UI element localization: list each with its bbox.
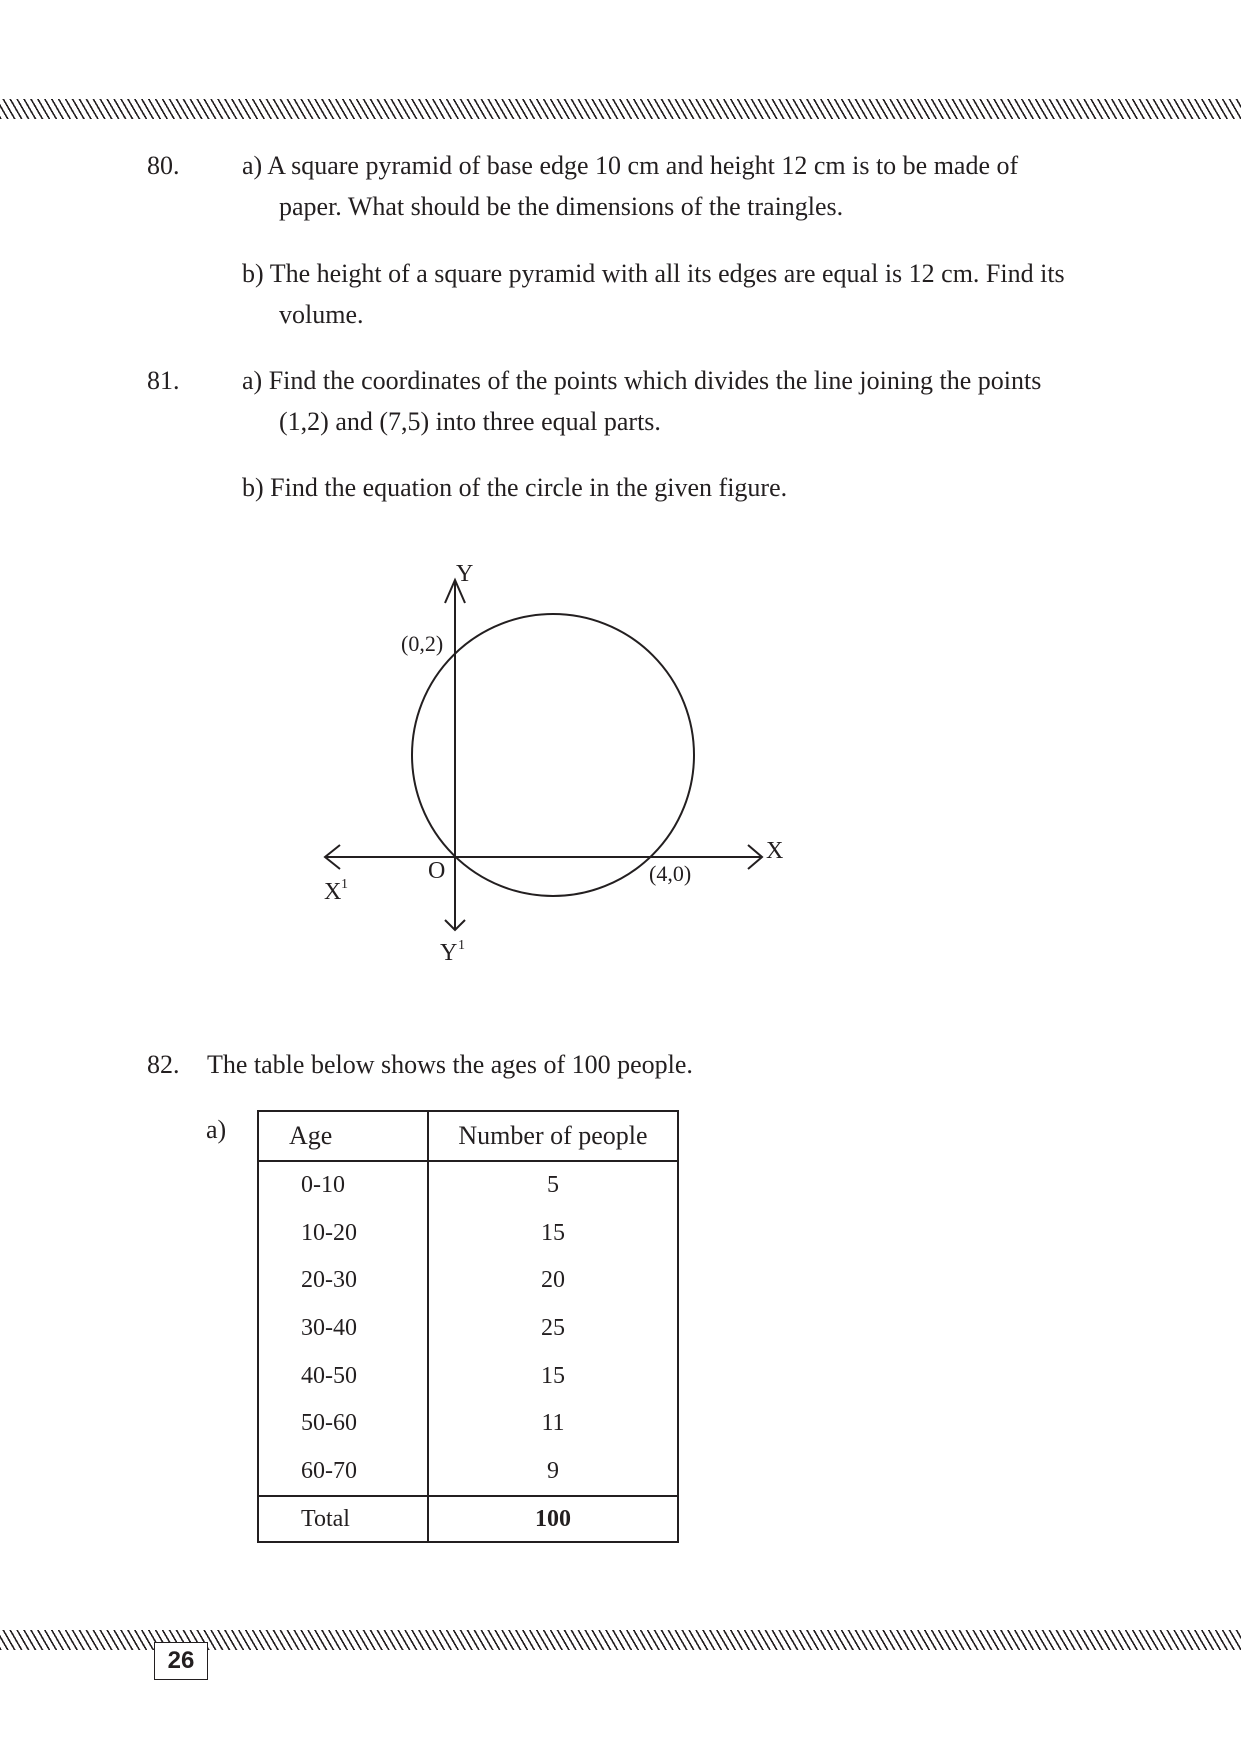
count-cell: 15 [541,1362,565,1389]
age-table [257,1110,679,1543]
count-cell: 5 [547,1172,559,1199]
total-label: Total [258,1496,428,1542]
label-point-0-2: (0,2) [401,631,444,656]
question-80b-line1: b) The height of a square pyramid with all its edges are equal is 12 cm. Find its [242,259,1065,288]
table-header-row [258,1111,678,1161]
header-age: Age [258,1111,428,1161]
question-80-number: 80. [147,151,180,180]
age-cell: 60-70 [258,1448,428,1497]
age-cell: 0-10 [258,1161,428,1210]
question-82a-label: a) [206,1115,227,1144]
age-cell: 10-20 [258,1210,428,1258]
age-cell: 20-30 [258,1257,428,1305]
table-row [258,1210,678,1258]
label-x: X [766,838,784,864]
table-total-row [258,1496,678,1542]
header-number-of-people: Number of people [428,1111,678,1161]
age-cell: 30-40 [258,1305,428,1353]
label-x-prime: X [324,879,342,905]
count-cell: 15 [541,1219,565,1246]
page-number: 26 [154,1642,208,1680]
question-81-number: 81. [147,366,180,395]
table-row [258,1257,678,1305]
count-cell: 9 [547,1457,559,1484]
count-cell: 20 [541,1267,565,1294]
label-x-prime-superscript: 1 [341,877,348,892]
question-80a-line1: a) A square pyramid of base edge 10 cm and height 12 cm is to be made of [242,151,1019,180]
table-row [258,1161,678,1210]
question-80b-line2: volume. [279,300,364,329]
table-row [258,1400,678,1448]
label-point-4-0: (4,0) [649,861,692,886]
label-y-prime-superscript: 1 [458,938,465,953]
question-81a-line2: (1,2) and (7,5) into three equal parts. [279,407,661,436]
question-82-number: 82. [147,1050,180,1079]
count-cell: 11 [541,1410,565,1437]
age-cell: 40-50 [258,1352,428,1400]
label-origin: O [428,858,446,884]
label-y: Y [456,561,474,587]
question-80a-line2: paper. What should be the dimensions of the traingles. [279,192,844,221]
count-cell: 25 [541,1315,565,1342]
table-row [258,1305,678,1353]
table-row [258,1352,678,1400]
question-81b-line1: b) Find the equation of the circle in the given figure. [242,473,788,502]
age-cell: 50-60 [258,1400,428,1448]
question-82-intro: The table below shows the ages of 100 people. [207,1050,693,1079]
question-81a-line1: a) Find the coordinates of the points which divides the line joining the points [242,366,1042,395]
total-value: 100 [428,1496,678,1542]
label-y-prime: Y [440,940,458,966]
table-row [258,1448,678,1497]
